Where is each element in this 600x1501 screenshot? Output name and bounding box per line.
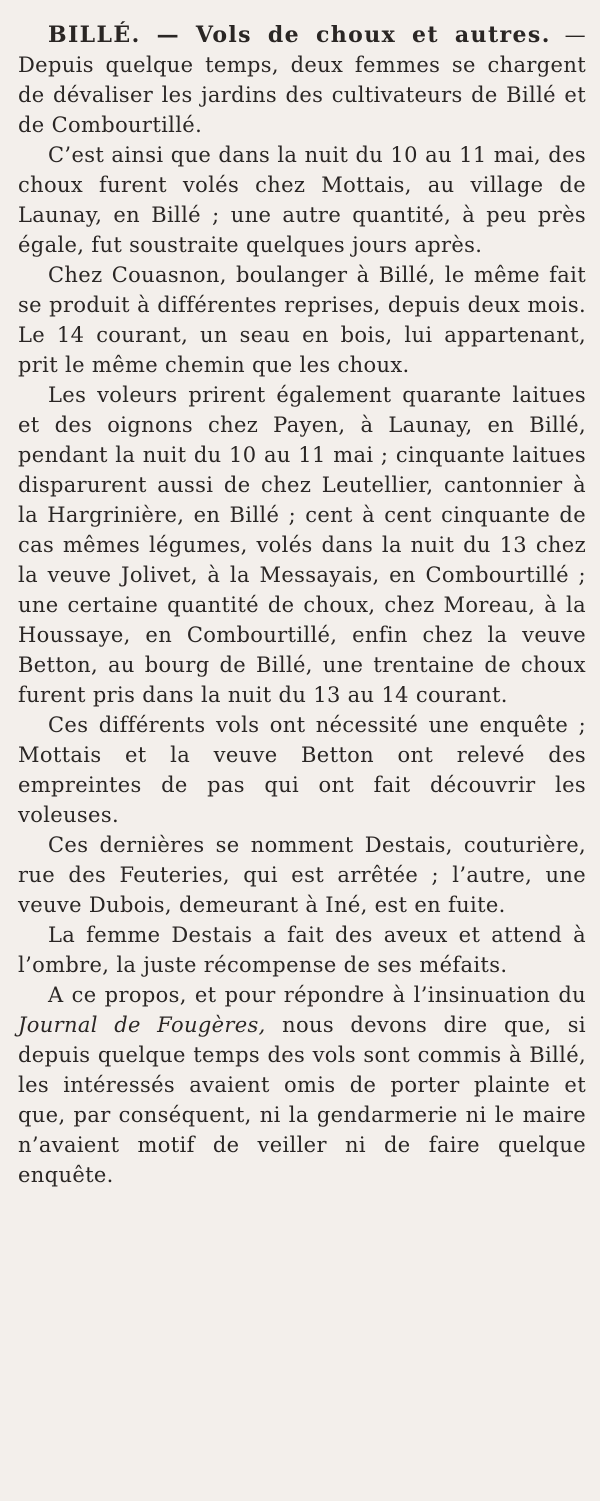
paragraph-mottais: C’est ainsi que dans la nuit du 10 au 11 mai, des choux furent volés chez Mottais, au village de Launay, en Billé ; une autre quantité, à peu près égale, fut soustraite quelques jours après.: [18, 143, 586, 257]
paragraph-enquiry: Ces différents vols ont nécessité une enquête ; Mottais et la veuve Betton ont relevé des empreintes de pas qui ont fait découvrir les voleuses.: [18, 713, 586, 827]
response-text-before: A ce propos, et pour répondre à l’insinuation du: [48, 983, 586, 1007]
journal-title: Journal de Fougères,: [18, 1013, 266, 1037]
intro-text: — Depuis quelque temps, deux femmes se chargent de dévaliser les jardins des cultivateurs de Billé et de Combourtillé.: [18, 23, 586, 137]
paragraph-suspects: Ces dernières se nomment Destais, couturière, rue des Feuteries, qui est arrêtée ; l’autre, une veuve Dubois, demeurant à Iné, est en fuite.: [18, 833, 586, 917]
article-headline: BILLÉ. — Vols de choux et autres.: [48, 22, 551, 48]
article-column: [18, 20, 586, 1190]
paragraph-response: [18, 980, 586, 1190]
response-text-after: nous devons dire que, si depuis quelque temps des vols sont commis à Billé, les intéressés avaient omis de porter plainte et que, par conséquent, ni la gendarmerie ni le maire n’avaient motif de veiller ni de faire quelque enquête.: [18, 1013, 586, 1187]
paragraph-thefts-list: Les voleurs prirent également quarante laitues et des oignons chez Payen, à Launay, en Billé, pendant la nuit du 10 au 11 mai ; cinquante laitues disparurent aussi de chez Leutellier, cantonnier à la Hargrinière, en Billé ; cent à cent cinquante de cas mêmes légumes, volés dans la nuit du 13 chez la veuve Jolivet, à la Messayais, en Combourtillé ; une certaine quantité de choux, chez Moreau, à la Houssaye, en Combourtillé, enfin chez la veuve Betton, au bourg de Billé, une trentaine de choux furent pris dans la nuit du 13 au 14 courant.: [18, 383, 586, 707]
paragraph-couasnon: Chez Couasnon, boulanger à Billé, le même fait se produit à différentes reprises, depuis deux mois. Le 14 courant, un seau en bois, lui appartenant, prit le même chemin que les choux.: [18, 263, 586, 377]
paragraph-confession: La femme Destais a fait des aveux et attend à l’ombre, la juste récompense de ses méfaits.: [18, 923, 586, 977]
paragraph-intro: [18, 20, 586, 140]
